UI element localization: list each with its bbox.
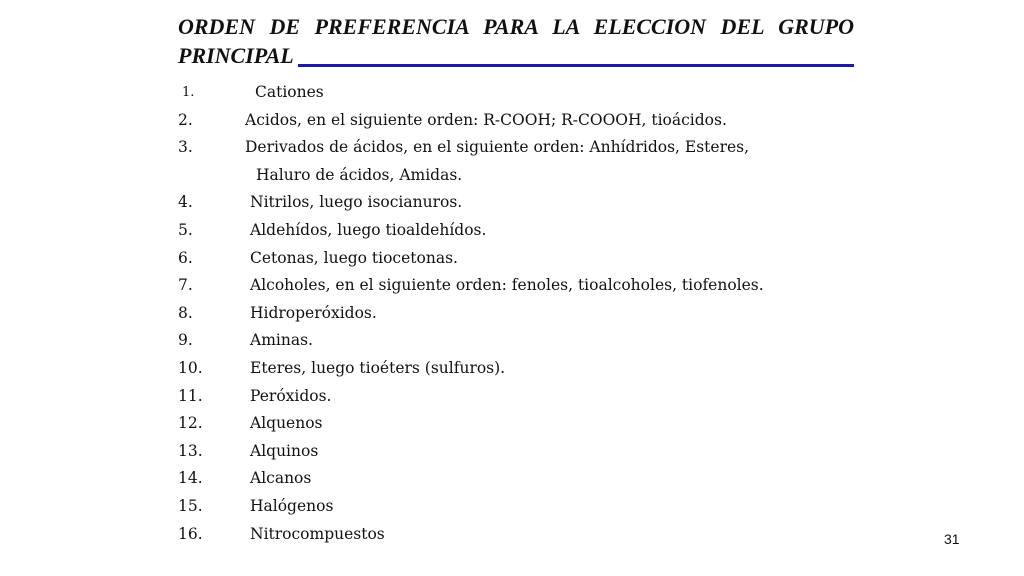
list-item [178, 272, 764, 300]
item-text: Acidos, en el siguiente orden: R-COOH; R-COOOH, tioácidos. [245, 110, 727, 129]
item-number: 14. [178, 469, 203, 488]
item-text: Cetonas, luego tiocetonas. [250, 248, 458, 267]
list-item [178, 134, 764, 162]
list-item [178, 410, 764, 438]
list-item [178, 493, 764, 521]
list-item [178, 327, 764, 355]
title-line-2-row [178, 41, 854, 70]
list-item [178, 383, 764, 411]
item-text: Aldehídos, luego tioaldehídos. [250, 220, 487, 239]
item-number: 7. [178, 276, 193, 295]
page-number: 31 [944, 531, 960, 547]
list-item [178, 245, 764, 273]
item-text: Derivados de ácidos, en el siguiente orden: Anhídridos, Esteres, [245, 138, 750, 157]
item-number: 16. [178, 524, 203, 543]
item-number: 12. [178, 414, 203, 433]
list-item-continuation: Haluro de ácidos, Amidas. [256, 165, 463, 184]
item-number: 10. [178, 358, 203, 377]
item-number: 11. [178, 386, 203, 405]
slide-title [178, 12, 854, 70]
item-text: Aminas. [250, 331, 313, 350]
list-item [178, 189, 764, 217]
item-text: Peróxidos. [250, 386, 332, 405]
item-number: 13. [178, 441, 203, 460]
preference-list [178, 79, 764, 548]
title-line-2: PRINCIPAL [178, 43, 294, 68]
list-item [178, 217, 764, 245]
item-number: 2. [178, 110, 193, 129]
item-number: 4. [178, 193, 193, 212]
item-text: Nitrilos, luego isocianuros. [250, 193, 463, 212]
item-text: Cationes [255, 83, 324, 101]
item-text: Hidroperóxidos. [250, 303, 377, 322]
item-number: 6. [178, 248, 193, 267]
list-item [178, 107, 764, 135]
list-item [178, 465, 764, 493]
item-text: Eteres, luego tioéters (sulfuros). [250, 358, 506, 377]
item-number: 9. [178, 331, 193, 350]
item-text: Nitrocompuestos [250, 524, 385, 543]
item-text: Alcanos [250, 469, 312, 488]
list-item [178, 438, 764, 466]
list-item [178, 300, 764, 328]
item-number: 15. [178, 496, 203, 515]
list-item [178, 79, 764, 107]
item-text: Halógenos [250, 496, 334, 515]
title-line-1: ORDEN DE PREFERENCIA PARA LA ELECCION DEL GRUPO [178, 14, 854, 39]
item-number: 8. [178, 303, 193, 322]
list-item [178, 521, 764, 549]
item-text: Alcoholes, en el siguiente orden: fenoles, tioalcoholes, tiofenoles. [250, 276, 764, 295]
list-item [178, 355, 764, 383]
item-text: Alquenos [250, 414, 323, 433]
item-number: 3. [178, 138, 193, 157]
title-underline [298, 64, 854, 67]
item-number: 1. [182, 85, 195, 100]
item-number: 5. [178, 220, 193, 239]
item-text: Alquinos [250, 441, 319, 460]
